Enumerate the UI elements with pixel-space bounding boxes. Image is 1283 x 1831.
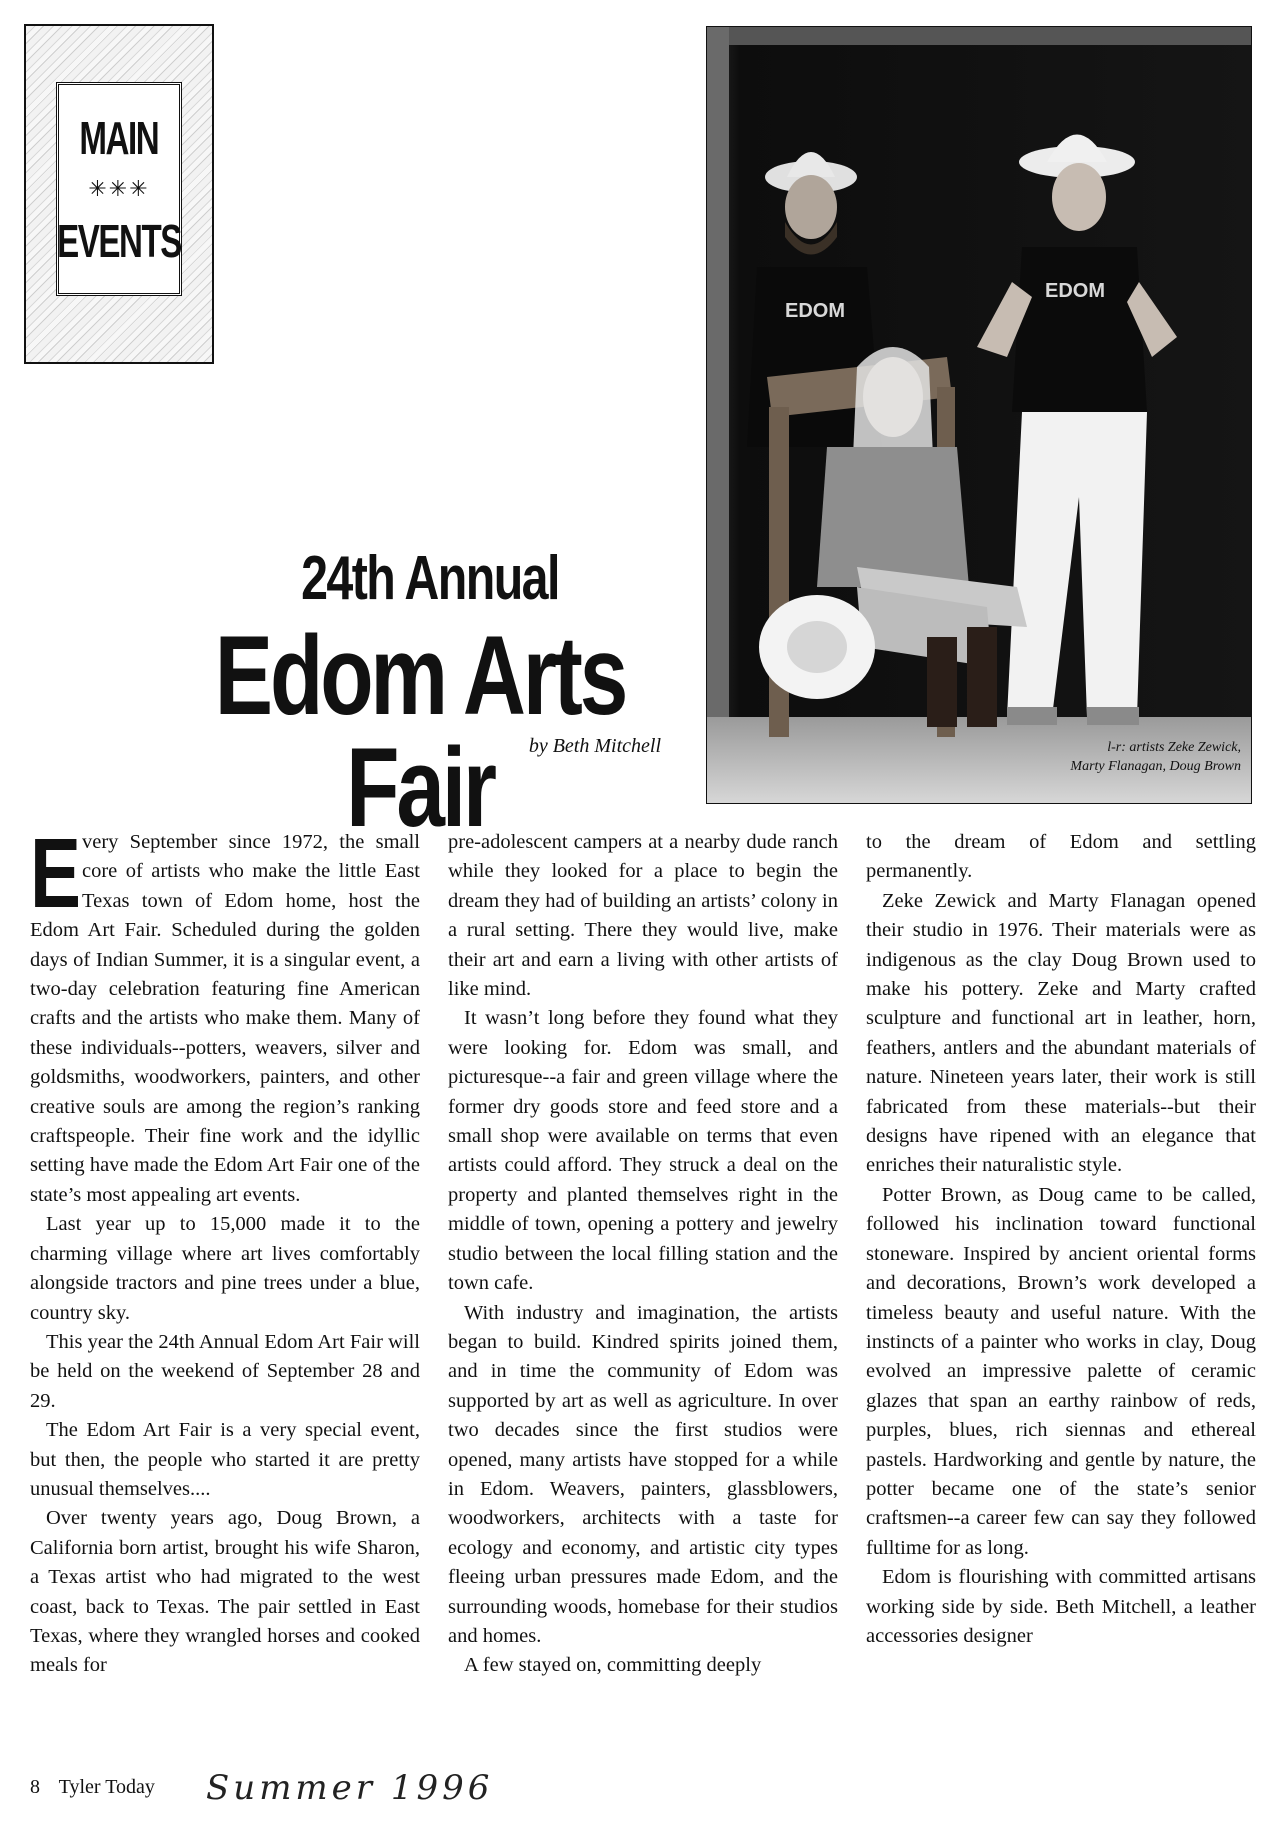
article-column-3	[866, 828, 1256, 1651]
article-paragraph: pre-adolescent campers at a nearby dude ranch while they looked for a place to begin the dream they had of building an artists’ colony in a rural setting. There they would live, make their art and earn a living with other artists of like mind.	[448, 831, 838, 1001]
section-ornament: ✳✳✳	[88, 176, 150, 202]
section-header-label	[56, 82, 182, 296]
article-paragraph: to the dream of Edom and settling permanently.	[866, 831, 1256, 883]
headline-line2: Edom Arts Fair	[214, 613, 626, 850]
artists-photo	[706, 26, 1252, 804]
drop-cap: E	[30, 818, 81, 928]
shirt-text-left: EDOM	[785, 300, 845, 322]
article-paragraph: Every September since 1972, the small core of artists who make the little East Texas town of Edom home, host the Edom Art Fair. Scheduled during the golden days of Indian Summer, it is a singular event, a two-day celebration featuring fine American crafts and the artists who make them. Many of these individuals--potters, weavers, silver and goldsmiths, woodworkers, painters, and other creative souls are among the region’s ranking craftspeople. Their fine work and the idyllic setting have made the Edom Art Fair one of the state’s most appealing art events.	[30, 818, 420, 1206]
article-paragraph: Last year up to 15,000 made it to the charming village where art lives comfortably alongside tractors and pine trees under a blue, country sky.	[30, 1213, 420, 1324]
article-paragraph: Potter Brown, as Doug came to be called, followed his inclination toward functional stoneware. Inspired by ancient oriental forms and decorations, Brown’s work developed a timeless beauty and useful nature. With the instincts of a painter who works in clay, Doug evolved an impressive palette of ceramic glazes that span an earthy rainbow of reds, purples, blues, rich siennas and ethereal pastels. Hardworking and gentle by nature, the potter became one of the state’s senior craftsmen--a career few can say they followed fulltime for as long.	[866, 1183, 1256, 1559]
byline: by Beth Mitchell	[528, 735, 661, 757]
article-paragraph: Edom is flourishing with committed artisans working side by side. Beth Mitchell, a leather accessories designer	[866, 1566, 1256, 1647]
article-paragraph: This year the 24th Annual Edom Art Fair will be held on the weekend of September 28 and 29.	[30, 1330, 420, 1412]
article-paragraph: The Edom Art Fair is a very special event, but then, the people who started it are pretty unusual themselves....	[30, 1419, 420, 1500]
article-paragraph: With industry and imagination, the artists began to build. Kindred spirits joined them, and in time the community of Edom was supported by art as well as agriculture. In over two decades since the first studios were opened, many artists have stopped for a while in Edom. Weavers, painters, glassblowers, woodworkers, architects with a taste for ecology and economy, and artistic city types fleeing urban pressures made Edom, and the surrounding woods, homebase for their studios and homes.	[448, 1301, 838, 1647]
photo-caption-line1: l-r: artists Zeke Zewick,	[1107, 740, 1241, 755]
shirt-text-right: EDOM	[1045, 280, 1105, 302]
section-word-events: EVENTS	[57, 214, 181, 267]
photo-caption-line2: Marty Flanagan, Doug Brown	[1070, 758, 1241, 774]
article-paragraph: Over twenty years ago, Doug Brown, a California born artist, brought his wife Sharon, a Texas artist who had migrated to the west coast, back to Texas. The pair settled in East Texas, where they wrangled horses and cooked meals for	[30, 1507, 420, 1677]
section-word-main: MAIN	[79, 111, 159, 164]
article-paragraph: A few stayed on, committing deeply	[464, 1654, 762, 1677]
headline-line1: 24th Annual	[301, 544, 559, 613]
publication-name: Tyler Today	[58, 1776, 155, 1798]
page-footer	[30, 1776, 169, 1799]
section-header-box	[24, 24, 214, 364]
article-paragraph: It wasn’t long before they found what they were looking for. Edom was small, and picturesque--a fair and green village where the former dry goods store and feed store and a small shop were available on terms that even artists could afford. They struck a deal on the property and planted themselves right in the middle of town, opening a pottery and jewelry studio between the local filling station and the town cafe.	[448, 1007, 838, 1295]
page-number: 8	[30, 1776, 40, 1798]
handwritten-date-note: Summer 1996	[206, 1768, 494, 1808]
article-paragraph: Zeke Zewick and Marty Flanagan opened their studio in 1976. Their materials were as indigenous as the clay Doug Brown used to make his pottery. Zeke and Marty crafted sculpture and functional art in leather, horn, feathers, antlers and the abundant materials of nature. Nineteen years later, their work is still fabricated from these materials--but their designs have ripened with an elegance that enriches their naturalistic style.	[866, 889, 1256, 1177]
article-column-1	[30, 818, 420, 1681]
article-column-2	[448, 828, 838, 1681]
photo-illustration	[707, 27, 1252, 804]
